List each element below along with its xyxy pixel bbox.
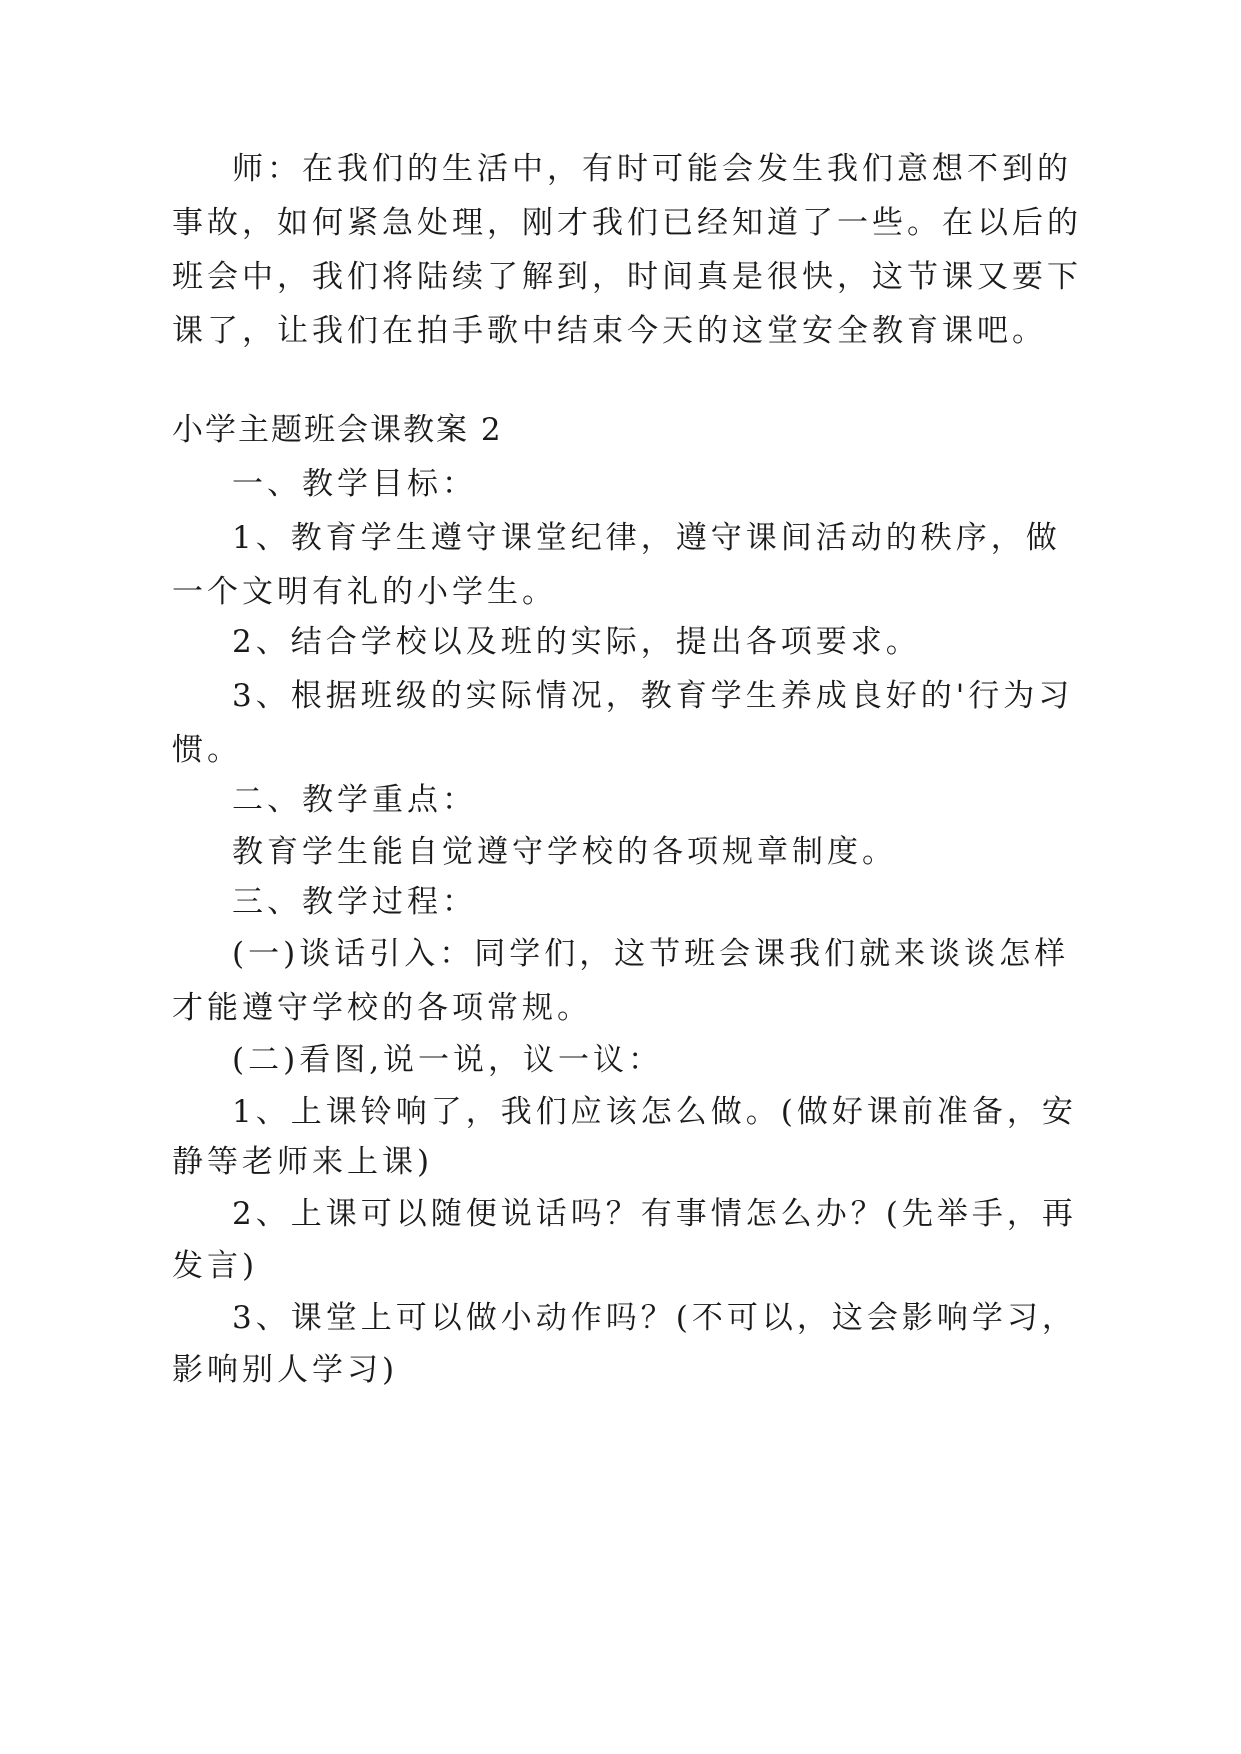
process-intro-line-2: 才能遵守学校的各项常规。 — [172, 990, 592, 1026]
focus-text: 教育学生能自觉遵守学校的各项规章制度。 — [232, 834, 897, 870]
intro-line-2: 事故，如何紧急处理，刚才我们已经知道了一些。在以后的 — [172, 205, 1082, 241]
question-3-line-2: 影响别人学习) — [172, 1352, 399, 1388]
focus-heading: 二、教学重点： — [232, 782, 477, 818]
intro-line-4: 课了，让我们在拍手歌中结束今天的这堂安全教育课吧。 — [172, 313, 1047, 349]
question-1-line-1: 1、上课铃响了，我们应该怎么做。(做好课前准备，安 — [232, 1094, 1077, 1130]
question-1-line-2: 静等老师来上课) — [172, 1144, 434, 1180]
question-2-line-1: 2、上课可以随便说话吗？有事情怎么办？(先举手，再 — [232, 1196, 1077, 1232]
process-step-2: (二)看图,说一说，议一议： — [232, 1042, 664, 1078]
process-intro-line-1: (一)谈话引入：同学们，这节班会课我们就来谈谈怎样 — [232, 936, 1070, 972]
objective-1-line-2: 一个文明有礼的小学生。 — [172, 574, 557, 610]
intro-line-3: 班会中，我们将陆续了解到，时间真是很快，这节课又要下 — [172, 259, 1082, 295]
process-heading: 三、教学过程： — [232, 884, 477, 920]
objective-3-line-1: 3、根据班级的实际情况，教育学生养成良好的'行为习 — [232, 678, 1074, 714]
objectives-heading: 一、教学目标： — [232, 466, 477, 502]
objective-3-line-2: 惯。 — [172, 732, 242, 768]
question-2-line-2: 发言) — [172, 1248, 259, 1284]
objective-1-line-1: 1、教育学生遵守课堂纪律，遵守课间活动的秩序，做 — [232, 520, 1061, 556]
question-3-line-1: 3、课堂上可以做小动作吗？(不可以，这会影响学习， — [232, 1300, 1077, 1336]
intro-line-1: 师：在我们的生活中，有时可能会发生我们意想不到的 — [232, 151, 1072, 187]
objective-2: 2、结合学校以及班的实际，提出各项要求。 — [232, 624, 921, 660]
section-title: 小学主题班会课教案 2 — [172, 412, 503, 448]
